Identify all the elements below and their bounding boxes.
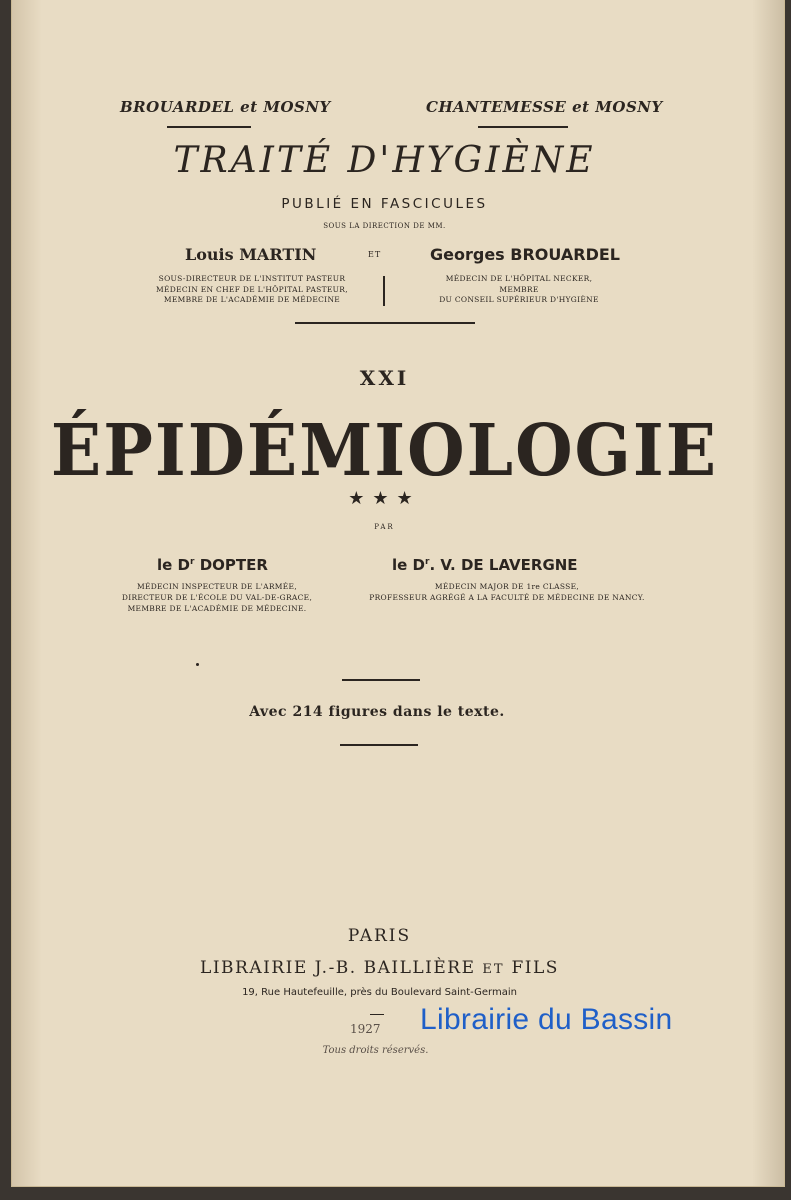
imprint-year: 1927 bbox=[350, 1022, 381, 1036]
credential-line: SOUS-DIRECTEUR DE L'INSTITUT PASTEUR bbox=[158, 274, 346, 283]
credential-line: MEMBRE DE L'ACADÉMIE DE MÉDECINE. bbox=[127, 604, 307, 613]
publisher-name: LIBRAIRIE J.-B. BAILLIÈRE bbox=[200, 958, 476, 978]
credential-line: DIRECTEUR DE L'ÉCOLE DU VAL-DE-GRACE, bbox=[121, 593, 313, 602]
divider bbox=[167, 126, 251, 128]
credential-line: PROFESSEUR AGRÉGÉ A LA FACULTÉ DE MÉDECINE DE NANCY. bbox=[369, 593, 645, 602]
editor-credentials-1 bbox=[122, 274, 382, 306]
treatise-subtitle: PUBLIÉ EN FASCICULES bbox=[281, 196, 488, 212]
author-prefix: le D bbox=[157, 556, 190, 574]
editor-name-2: Georges BROUARDEL bbox=[430, 245, 620, 264]
divider bbox=[478, 126, 568, 128]
ink-speck bbox=[196, 663, 199, 666]
stars-ornament: ★★★ bbox=[348, 488, 421, 509]
author-name: DOPTER bbox=[199, 556, 268, 574]
credential-line: MÉDECIN INSPECTEUR DE L'ARMÉE, bbox=[136, 582, 298, 591]
author-name-1 bbox=[157, 556, 268, 574]
imprint-city: PARIS bbox=[347, 926, 412, 946]
divider bbox=[295, 322, 475, 324]
credential-line: MÉDECIN EN CHEF DE L'HÔPITAL PASTEUR, bbox=[156, 284, 348, 294]
author-prefix: le D bbox=[392, 556, 425, 574]
volume-number: XXI bbox=[359, 366, 410, 390]
title-page bbox=[12, 0, 784, 1186]
author-sup: r bbox=[190, 557, 195, 567]
editor-separator bbox=[383, 276, 385, 306]
divider bbox=[340, 744, 418, 746]
par-label: PAR bbox=[374, 523, 395, 531]
rights-note: Tous droits réservés. bbox=[322, 1045, 429, 1056]
publisher-conjunction: ET bbox=[482, 962, 505, 977]
author-sup: r bbox=[425, 557, 430, 567]
series-left-label: BROUARDEL et MOSNY bbox=[120, 98, 331, 116]
credential-line: MÉDECIN MAJOR DE 1re CLASSE, bbox=[434, 582, 580, 591]
divider bbox=[342, 679, 420, 681]
imprint-publisher bbox=[12, 958, 747, 978]
publisher-suffix: FILS bbox=[511, 958, 559, 978]
editor-name-1: Louis MARTIN bbox=[185, 245, 317, 264]
author-credentials-1 bbox=[102, 581, 332, 614]
watermark-text: Librairie du Bassin bbox=[420, 1003, 673, 1036]
main-title: ÉPIDÉMIOLOGIE bbox=[50, 408, 719, 493]
editor-conjunction: ET bbox=[368, 250, 382, 259]
direction-note: SOUS LA DIRECTION DE MM. bbox=[323, 222, 446, 230]
editor-credentials-2 bbox=[394, 274, 644, 306]
figures-note: Avec 214 figures dans le texte. bbox=[249, 704, 505, 720]
credential-line: MÉDECIN DE L'HÔPITAL NECKER, bbox=[445, 274, 593, 283]
divider bbox=[370, 1014, 384, 1015]
credential-line: MEMBRE DE L'ACADÉMIE DE MÉDECINE bbox=[163, 295, 341, 304]
author-name-2 bbox=[392, 556, 578, 574]
imprint-address: 19, Rue Hautefeuille, près du Boulevard Saint-Germain bbox=[242, 987, 517, 998]
credential-line: DU CONSEIL SUPÉRIEUR D'HYGIÈNE bbox=[439, 295, 599, 304]
credential-line: MEMBRE bbox=[499, 284, 539, 294]
treatise-title: TRAITÉ D'HYGIÈNE bbox=[173, 140, 596, 181]
author-credentials-2 bbox=[362, 581, 652, 603]
series-right-label: CHANTEMESSE et MOSNY bbox=[426, 98, 663, 116]
author-name: . V. DE LAVERGNE bbox=[429, 556, 578, 574]
